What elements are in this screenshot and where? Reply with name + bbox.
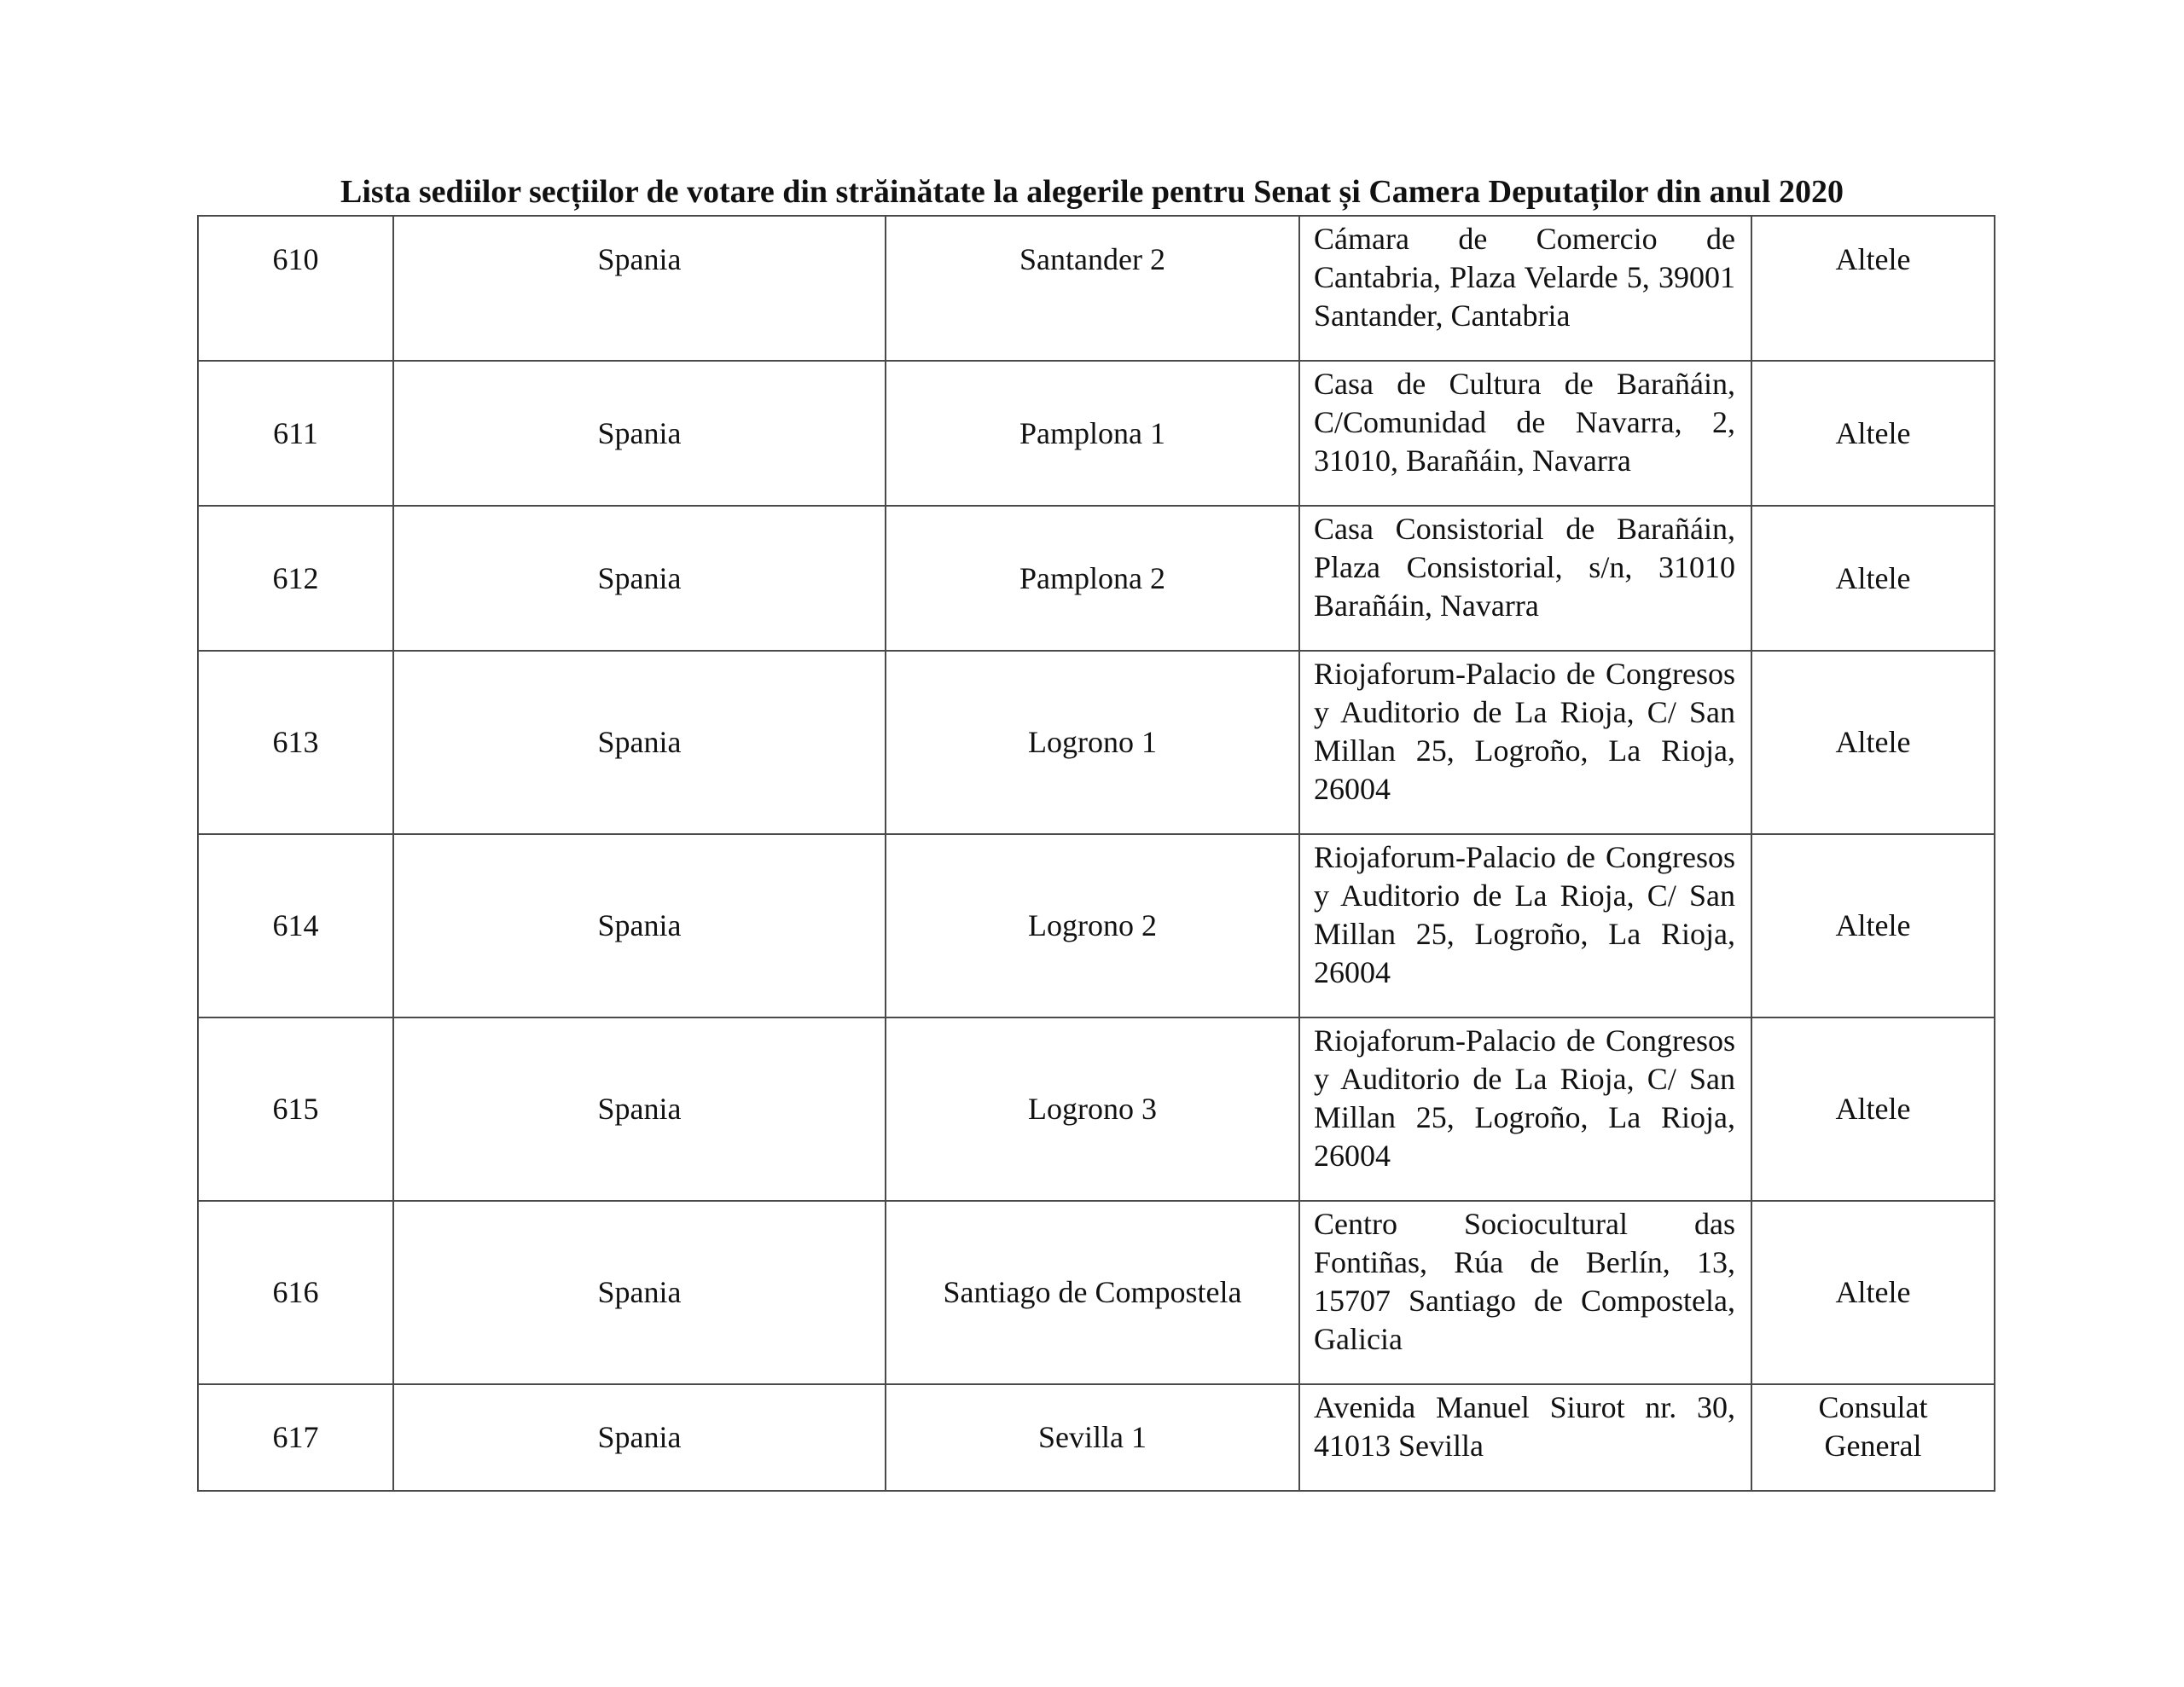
station-locality: Logrono 1 xyxy=(886,651,1299,834)
station-type: Altele xyxy=(1751,506,1995,651)
station-address: Riojaforum-Palacio de Congresos y Auditorio de La Rioja, C/ San Millan 25, Logroño, La Rioja, 26004 xyxy=(1299,651,1751,834)
station-number: 614 xyxy=(198,834,393,1017)
station-country: Spania xyxy=(393,1017,886,1201)
table-row xyxy=(198,1017,1995,1201)
station-type: Consulat General xyxy=(1751,1384,1995,1491)
table-row xyxy=(198,216,1995,361)
table-row xyxy=(198,361,1995,506)
table-row xyxy=(198,651,1995,834)
station-country: Spania xyxy=(393,1384,886,1491)
station-locality: Sevilla 1 xyxy=(886,1384,1299,1491)
station-locality: Pamplona 1 xyxy=(886,361,1299,506)
station-number: 613 xyxy=(198,651,393,834)
table-row xyxy=(198,1384,1995,1491)
table-row xyxy=(198,834,1995,1017)
station-address: Casa Consistorial de Barañáin, Plaza Consistorial, s/n, 31010 Barañáin, Navarra xyxy=(1299,506,1751,651)
station-address: Casa de Cultura de Barañáin, C/Comunidad de Navarra, 2, 31010, Barañáin, Navarra xyxy=(1299,361,1751,506)
station-locality: Santander 2 xyxy=(886,216,1299,361)
station-address: Centro Sociocultural das Fontiñas, Rúa de Berlín, 13, 15707 Santiago de Compostela, Galicia xyxy=(1299,1201,1751,1384)
station-type: Altele xyxy=(1751,361,1995,506)
station-locality: Logrono 2 xyxy=(886,834,1299,1017)
table-row xyxy=(198,506,1995,651)
station-number: 616 xyxy=(198,1201,393,1384)
station-address: Riojaforum-Palacio de Congresos y Auditorio de La Rioja, C/ San Millan 25, Logroño, La Rioja, 26004 xyxy=(1299,834,1751,1017)
page-title: Lista sediilor secțiilor de votare din străinătate la alegerile pentru Senat și Camera Deputaților din anul 2020 xyxy=(340,174,1844,210)
station-number: 615 xyxy=(198,1017,393,1201)
station-number: 610 xyxy=(198,216,393,361)
station-type: Altele xyxy=(1751,1201,1995,1384)
station-locality: Santiago de Compostela xyxy=(886,1201,1299,1384)
station-country: Spania xyxy=(393,1201,886,1384)
table-row xyxy=(198,1201,1995,1384)
station-country: Spania xyxy=(393,506,886,651)
polling-stations-table xyxy=(197,215,1995,1492)
station-address: Avenida Manuel Siurot nr. 30, 41013 Sevilla xyxy=(1299,1384,1751,1491)
station-number: 611 xyxy=(198,361,393,506)
station-type: Altele xyxy=(1751,216,1995,361)
station-country: Spania xyxy=(393,651,886,834)
station-address: Cámara de Comercio de Cantabria, Plaza Velarde 5, 39001 Santander, Cantabria xyxy=(1299,216,1751,361)
station-country: Spania xyxy=(393,834,886,1017)
station-locality: Pamplona 2 xyxy=(886,506,1299,651)
station-type: Altele xyxy=(1751,1017,1995,1201)
station-address: Riojaforum-Palacio de Congresos y Auditorio de La Rioja, C/ San Millan 25, Logroño, La Rioja, 26004 xyxy=(1299,1017,1751,1201)
station-country: Spania xyxy=(393,361,886,506)
station-number: 612 xyxy=(198,506,393,651)
station-locality: Logrono 3 xyxy=(886,1017,1299,1201)
station-type: Altele xyxy=(1751,651,1995,834)
station-type: Altele xyxy=(1751,834,1995,1017)
station-country: Spania xyxy=(393,216,886,361)
station-number: 617 xyxy=(198,1384,393,1491)
